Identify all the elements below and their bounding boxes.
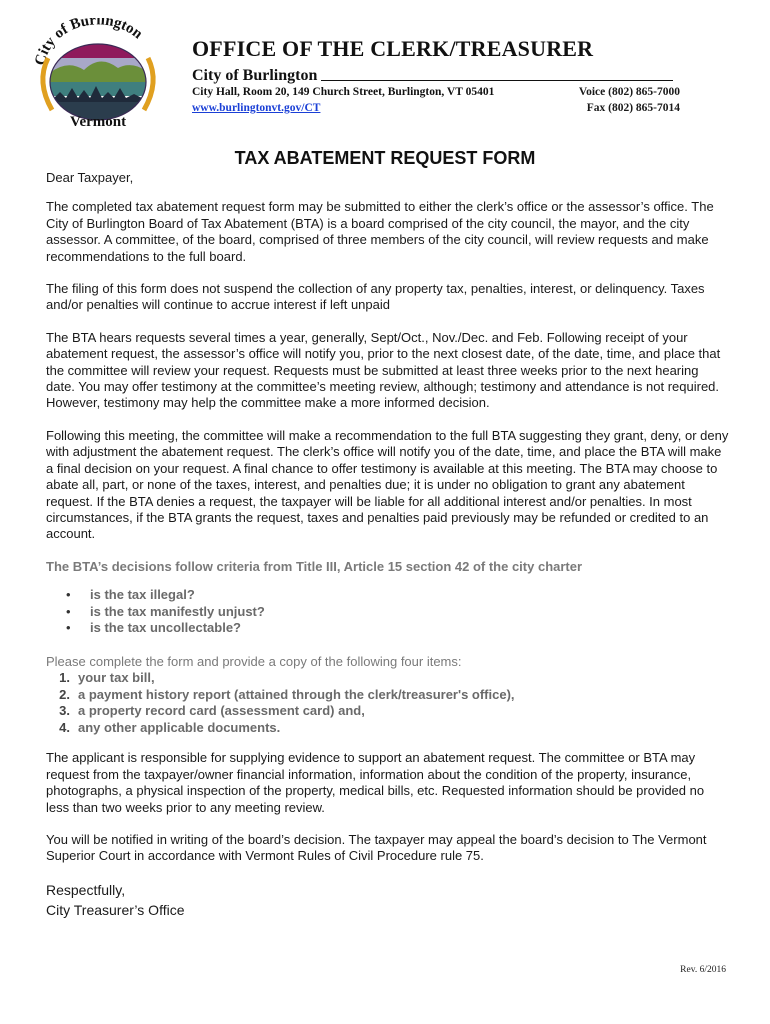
letter-body <box>46 170 730 919</box>
list-item <box>46 703 730 720</box>
svg-text:City of Burlington: City of Burlington <box>32 18 146 67</box>
criteria-heading: The BTA’s decisions follow criteria from Title III, Article 15 section 42 of the city charter <box>46 558 583 574</box>
form-title: TAX ABATEMENT REQUEST FORM <box>234 148 536 168</box>
greeting: Dear Taxpayer, <box>46 170 134 185</box>
paragraph: The completed tax abatement request form may be submitted to either the clerk’s office or the assessor’s office. The City of Burlington Board of Tax Abatement (BTA) is a board comprised of the city council, the mayor, and the city assessor. A committee, of the board, comprised of three members of the city council, will review requests and make recommendations to the full board. <box>46 199 714 264</box>
list-item <box>46 720 730 737</box>
paragraph: Following this meeting, the committee will make a recommendation to the full BTA suggesting they grant, deny, or deny with adjustment the abatement request. The clerk’s office will notify you of the date, time, and place the BTA will make a final decision on your request. A final chance to offer testimony is available at this meeting. The BTA may choose to abate all, part, or none of the taxes, interest, and penalties due; it is under no obligation to grant any abatement request. If the BTA denies a request, the taxpayer will be liable for all additional interest and/or penalties. In most circumstances, if the BTA grants the request, taxes and penalties paid previously may be refunded or credited to an account. <box>46 427 729 542</box>
signature: City Treasurer’s Office <box>46 901 185 918</box>
paragraph: The filing of this form does not suspend the collection of any property tax, penalties, interest, or delinquency. Taxes and/or penalties will continue to accrue interest if left unpaid <box>46 281 705 313</box>
city-seal-logo <box>26 18 166 134</box>
city-name: City of Burlington <box>192 67 318 84</box>
item-number: 4. <box>59 719 70 735</box>
paragraph: You will be notified in writing of the board’s decision. The taxpayer may appeal the board’s decision to The Vermont Superior Court in accordance with Vermont Rules of Civil Procedure rule 75. <box>46 832 707 864</box>
items-intro: Please complete the form and provide a copy of the following four items: <box>46 653 462 669</box>
item-number: 2. <box>59 686 70 702</box>
paragraph: The BTA hears requests several times a year, generally, Sept/Oct., Nov./Dec. and Feb. Following receipt of your abatement request, the assessor’s office will notify you, prior to the next closest date, of the date, time, and place that the committee will review your request. Requests must be submitted at least three weeks prior to the next hearing date. You may offer testimony at the committee’s meeting review, although; testimony and attendance is not required. However, testimony may help the committee make a more informed decision. <box>46 329 721 411</box>
item-text: a payment history report (attained through the clerk/treasurer's office), <box>78 686 515 702</box>
criteria-item: • is the tax illegal? <box>46 587 730 604</box>
underline-rule <box>321 80 673 81</box>
criteria-list <box>46 587 730 637</box>
paragraph: The applicant is responsible for supplying evidence to support an abatement request. The committee or BTA may request from the taxpayer/owner financial information, information about the condition of the property, insurance, photographs, a physical inspection of the property, medical bills, etc. Requested information should be provided no less than two weeks prior to any meeting review. <box>46 750 705 815</box>
list-item <box>46 687 730 704</box>
item-number: 3. <box>59 703 70 719</box>
office-address: City Hall, Room 20, 149 Church Street, Burlington, VT 05401 <box>192 86 495 98</box>
website-link[interactable]: www.burlingtonvt.gov/CT <box>192 102 321 114</box>
item-text: any other applicable documents. <box>78 719 281 735</box>
criteria-item: • is the tax manifestly unjust? <box>46 604 730 621</box>
item-number: 1. <box>59 670 70 686</box>
item-text: a property record card (assessment card) and, <box>78 703 365 719</box>
closing: Respectfully, <box>46 881 126 898</box>
revision-note: Rev. 6/2016 <box>680 965 726 975</box>
list-item <box>46 670 730 687</box>
voice-phone: Voice (802) 865-7000 <box>578 86 680 98</box>
logo-bottom-text: Vermont <box>70 114 127 130</box>
criteria-item: • is the tax uncollectable? <box>46 620 730 637</box>
required-items-list <box>46 670 730 736</box>
office-title: OFFICE OF THE CLERK/TREASURER <box>192 36 594 61</box>
item-text: your tax bill, <box>78 670 155 686</box>
city-name-line <box>192 67 673 85</box>
fax-number: Fax (802) 865-7014 <box>586 102 680 114</box>
